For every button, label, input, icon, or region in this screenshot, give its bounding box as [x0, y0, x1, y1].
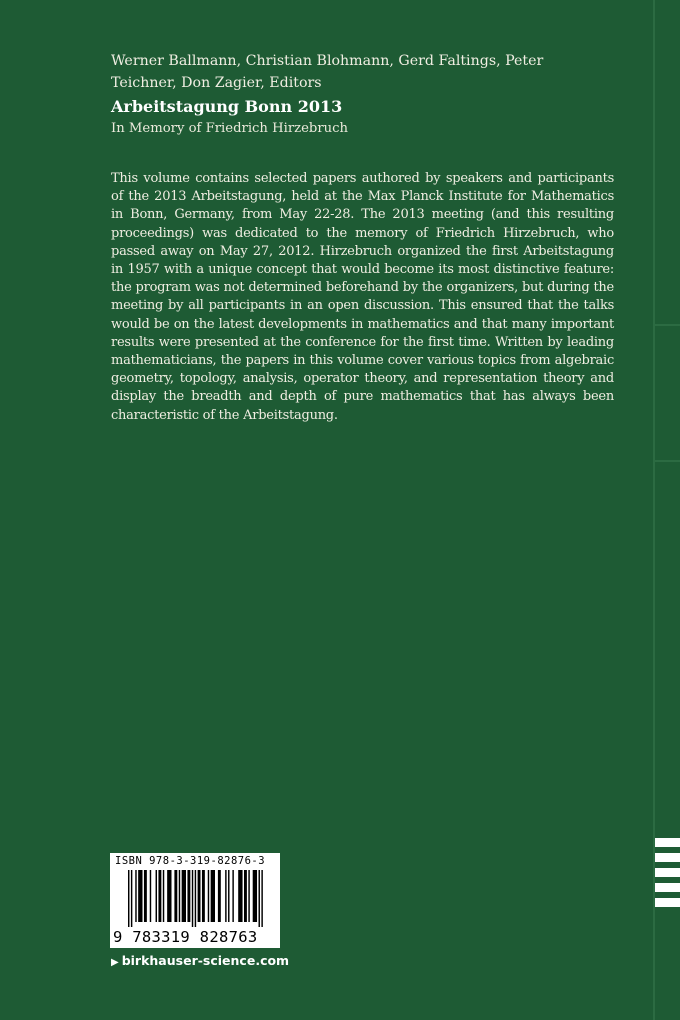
barcode-bar	[253, 870, 257, 922]
website-text: birkhauser-science.com	[121, 953, 290, 968]
barcode-bar	[163, 870, 164, 922]
barcode-bar	[195, 870, 196, 927]
barcode-bar	[174, 870, 177, 922]
spine-tick	[655, 460, 680, 462]
barcode-bar	[238, 870, 242, 922]
barcode-bar	[225, 870, 226, 922]
barcode-bar	[187, 870, 190, 922]
barcode-bar	[135, 870, 136, 922]
barcode-bar	[138, 870, 142, 922]
spine-bar	[655, 853, 680, 862]
barcode-bar	[228, 870, 229, 922]
barcode-bar	[218, 870, 221, 922]
barcode-bar	[248, 870, 249, 922]
barcode-bar	[131, 870, 132, 927]
barcode-bar	[202, 870, 205, 922]
barcode-bar	[182, 870, 186, 922]
book-title: Arbeitstagung Bonn 2013	[111, 97, 343, 116]
book-description: This volume contains selected papers authored by speakers and participants of the 2013 Arbeitstagung, held at the Max Planck Institute for Mathematics in Bonn, Germany, from May 22-28. The 2013 meeting (and this resulting proceedings) was dedicated to the memory of Friedrich Hirzebruch, who passed away on May 27, 2012. Hirzebruch organized the first Arbeitstagung in 1957 with a unique concept that would become its most distinctive feature: the program was not determined beforehand by the organizers, but during the meeting by all participants in an open discussion. This ensured that the talks would be on the latest developments in mathematics and that many important results were presented at the conference for the first time. Written by leading mathematicians, the papers in this volume cover various topics from algebraic geometry, topology, analysis, operator theory, and representation theory and display the breadth and depth of pure mathematics that has always been characteristic of the Arbeitstagung.	[111, 171, 614, 423]
barcode-bar	[128, 870, 129, 927]
spine-tick	[655, 324, 680, 326]
triangle-right-icon: ▶	[111, 957, 119, 968]
publisher-website[interactable]	[111, 953, 289, 968]
barcode-bar	[167, 870, 171, 922]
barcode-bar	[144, 870, 147, 922]
barcode	[110, 853, 280, 948]
spine-bar	[655, 883, 680, 892]
barcode-bar	[156, 870, 157, 922]
barcode-bar	[261, 870, 262, 927]
barcode-bar	[192, 870, 193, 927]
isbn-label: ISBN 978-3-319-82876-3	[115, 855, 266, 867]
barcode-bar	[232, 870, 233, 922]
barcode-bar	[259, 870, 260, 927]
editors-list: Werner Ballmann, Christian Blohmann, Gerd Faltings, Peter Teichner, Don Zagier, Editors	[111, 53, 544, 91]
barcode-bar	[208, 870, 209, 922]
spine-bar	[655, 898, 680, 907]
barcode-bar	[179, 870, 180, 922]
barcode-bar	[198, 870, 201, 922]
spine-bar	[655, 838, 680, 847]
barcode-bar	[158, 870, 161, 922]
barcode-bar	[150, 870, 151, 922]
barcode-digits: 9 783319 828763	[113, 928, 258, 946]
spine-bar	[655, 868, 680, 877]
barcode-bars	[128, 870, 268, 927]
barcode-bar	[211, 870, 215, 922]
spine-bars	[655, 838, 680, 913]
barcode-bar	[244, 870, 247, 922]
book-subtitle: In Memory of Friedrich Hirzebruch	[111, 121, 349, 136]
